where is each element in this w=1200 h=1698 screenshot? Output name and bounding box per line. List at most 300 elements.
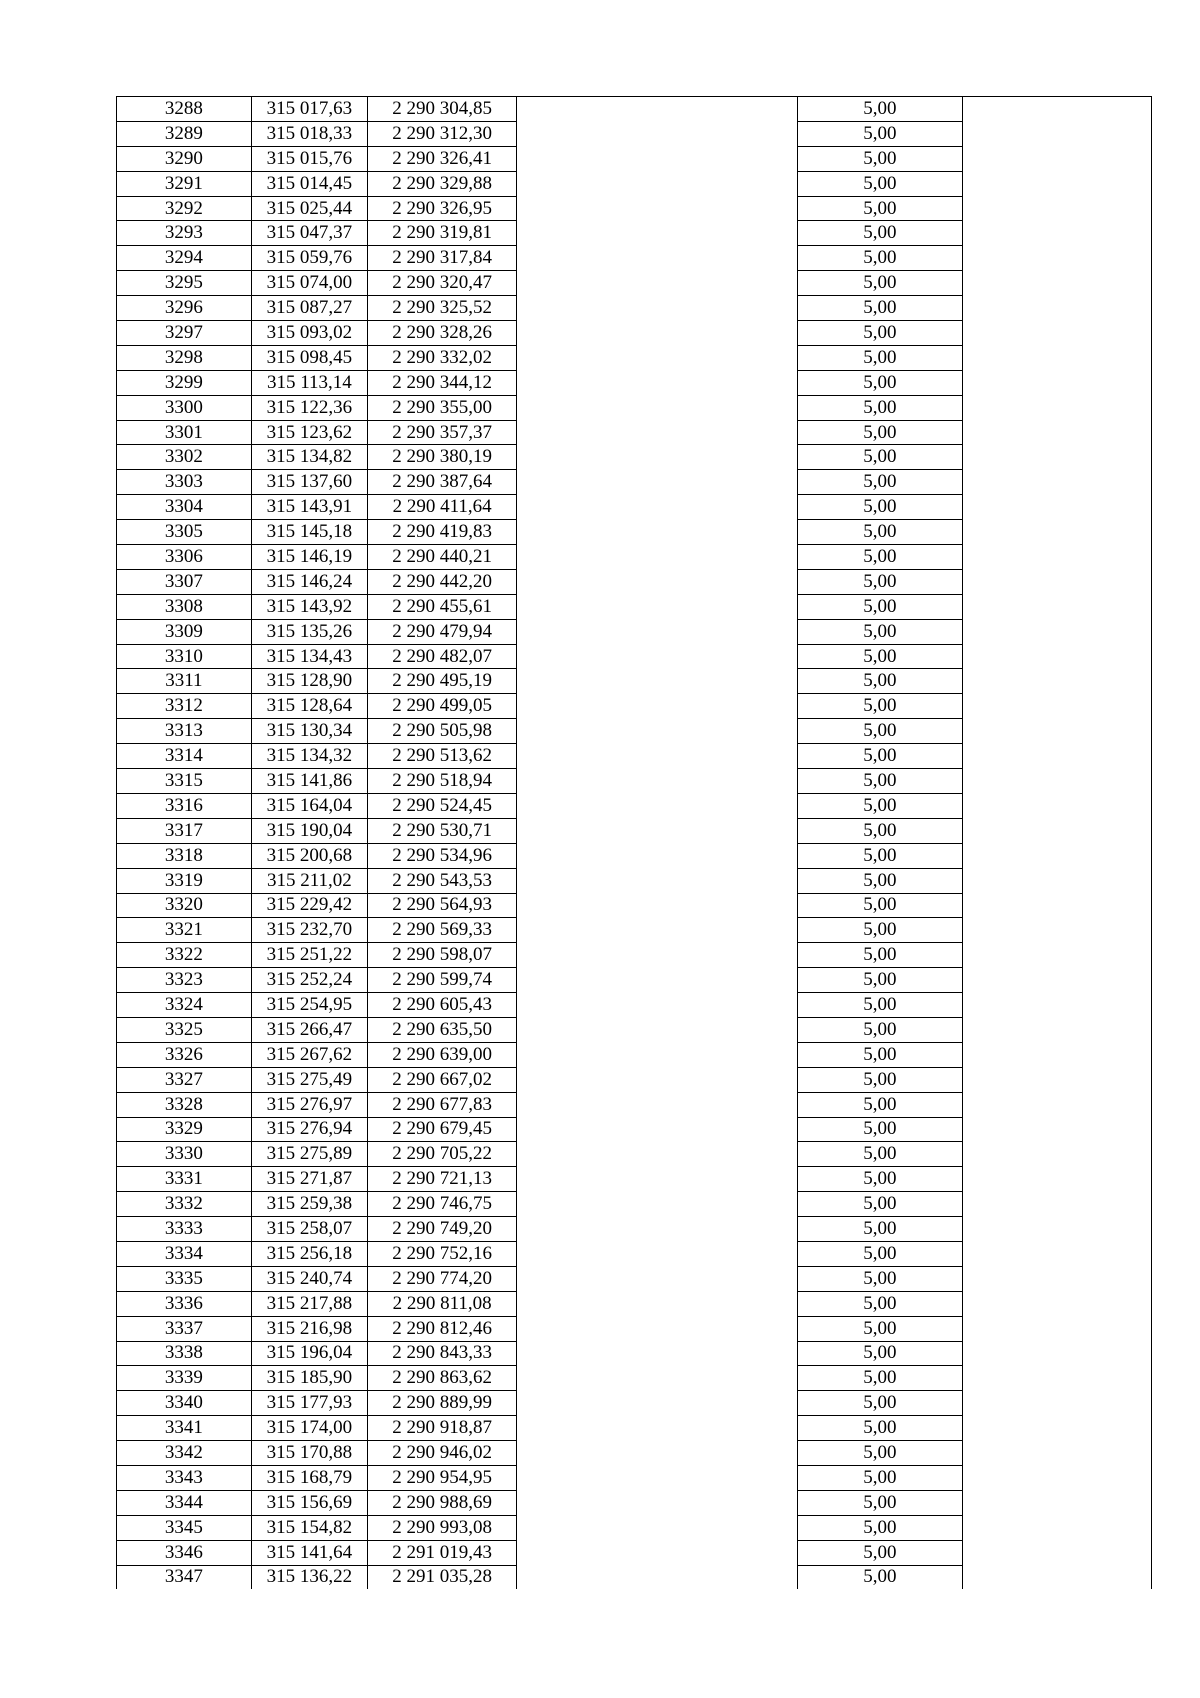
table-row <box>117 669 1152 694</box>
y-coordinate-cell: 2 290 332,02 <box>368 345 517 370</box>
y-coordinate-cell: 2 290 752,16 <box>368 1241 517 1266</box>
table-row <box>117 1167 1152 1192</box>
table-row <box>117 321 1152 346</box>
empty-cell <box>962 694 1151 719</box>
point-number-cell: 3336 <box>117 1291 252 1316</box>
empty-cell <box>962 818 1151 843</box>
table-row <box>117 644 1152 669</box>
table-row <box>117 918 1152 943</box>
value-cell: 5,00 <box>798 1266 963 1291</box>
y-coordinate-cell: 2 290 482,07 <box>368 644 517 669</box>
table-row <box>117 1515 1152 1540</box>
value-cell: 5,00 <box>798 1042 963 1067</box>
table-row <box>117 1416 1152 1441</box>
table-row <box>117 445 1152 470</box>
empty-cell <box>962 1565 1151 1589</box>
point-number-cell: 3304 <box>117 495 252 520</box>
point-number-cell: 3335 <box>117 1266 252 1291</box>
empty-cell <box>962 719 1151 744</box>
y-coordinate-cell: 2 290 455,61 <box>368 594 517 619</box>
table-row <box>117 594 1152 619</box>
y-coordinate-cell: 2 290 319,81 <box>368 221 517 246</box>
point-number-cell: 3314 <box>117 744 252 769</box>
blank-cell <box>517 196 798 221</box>
point-number-cell: 3290 <box>117 146 252 171</box>
empty-cell <box>962 1540 1151 1565</box>
blank-cell <box>517 271 798 296</box>
x-coordinate-cell: 315 128,64 <box>251 694 367 719</box>
blank-cell <box>517 1366 798 1391</box>
y-coordinate-cell: 2 290 304,85 <box>368 97 517 122</box>
table-row <box>117 97 1152 122</box>
empty-cell <box>962 495 1151 520</box>
y-coordinate-cell: 2 290 863,62 <box>368 1366 517 1391</box>
value-cell: 5,00 <box>798 1192 963 1217</box>
value-cell: 5,00 <box>798 1515 963 1540</box>
value-cell: 5,00 <box>798 1167 963 1192</box>
point-number-cell: 3338 <box>117 1341 252 1366</box>
value-cell: 5,00 <box>798 196 963 221</box>
x-coordinate-cell: 315 014,45 <box>251 171 367 196</box>
x-coordinate-cell: 315 196,04 <box>251 1341 367 1366</box>
point-number-cell: 3317 <box>117 818 252 843</box>
value-cell: 5,00 <box>798 893 963 918</box>
table-row <box>117 121 1152 146</box>
value-cell: 5,00 <box>798 1391 963 1416</box>
blank-cell <box>517 918 798 943</box>
table-row <box>117 868 1152 893</box>
blank-cell <box>517 569 798 594</box>
point-number-cell: 3311 <box>117 669 252 694</box>
value-cell: 5,00 <box>798 1441 963 1466</box>
table-row <box>117 1117 1152 1142</box>
y-coordinate-cell: 2 290 639,00 <box>368 1042 517 1067</box>
point-number-cell: 3322 <box>117 943 252 968</box>
table-row <box>117 1291 1152 1316</box>
table-row <box>117 520 1152 545</box>
point-number-cell: 3320 <box>117 893 252 918</box>
value-cell: 5,00 <box>798 246 963 271</box>
x-coordinate-cell: 315 177,93 <box>251 1391 367 1416</box>
value-cell: 5,00 <box>798 1540 963 1565</box>
table-row <box>117 1217 1152 1242</box>
value-cell: 5,00 <box>798 1565 963 1589</box>
x-coordinate-cell: 315 252,24 <box>251 968 367 993</box>
empty-cell <box>962 1266 1151 1291</box>
blank-cell <box>517 1042 798 1067</box>
blank-cell <box>517 669 798 694</box>
x-coordinate-cell: 315 258,07 <box>251 1217 367 1242</box>
blank-cell <box>517 520 798 545</box>
value-cell: 5,00 <box>798 1366 963 1391</box>
point-number-cell: 3345 <box>117 1515 252 1540</box>
value-cell: 5,00 <box>798 1341 963 1366</box>
table-row <box>117 495 1152 520</box>
x-coordinate-cell: 315 074,00 <box>251 271 367 296</box>
blank-cell <box>517 893 798 918</box>
point-number-cell: 3326 <box>117 1042 252 1067</box>
y-coordinate-cell: 2 290 320,47 <box>368 271 517 296</box>
table-row <box>117 1366 1152 1391</box>
blank-cell <box>517 1540 798 1565</box>
point-number-cell: 3342 <box>117 1441 252 1466</box>
blank-cell <box>517 1291 798 1316</box>
blank-cell <box>517 1266 798 1291</box>
x-coordinate-cell: 315 135,26 <box>251 619 367 644</box>
point-number-cell: 3334 <box>117 1241 252 1266</box>
empty-cell <box>962 918 1151 943</box>
point-number-cell: 3333 <box>117 1217 252 1242</box>
y-coordinate-cell: 2 290 317,84 <box>368 246 517 271</box>
point-number-cell: 3324 <box>117 993 252 1018</box>
x-coordinate-cell: 315 156,69 <box>251 1490 367 1515</box>
blank-cell <box>517 694 798 719</box>
blank-cell <box>517 1192 798 1217</box>
table-row <box>117 993 1152 1018</box>
point-number-cell: 3303 <box>117 470 252 495</box>
value-cell: 5,00 <box>798 296 963 321</box>
empty-cell <box>962 1515 1151 1540</box>
coordinates-table-body <box>117 97 1152 1590</box>
empty-cell <box>962 769 1151 794</box>
y-coordinate-cell: 2 290 599,74 <box>368 968 517 993</box>
y-coordinate-cell: 2 290 442,20 <box>368 569 517 594</box>
empty-cell <box>962 146 1151 171</box>
point-number-cell: 3312 <box>117 694 252 719</box>
blank-cell <box>517 619 798 644</box>
table-row <box>117 1042 1152 1067</box>
blank-cell <box>517 968 798 993</box>
blank-cell <box>517 296 798 321</box>
value-cell: 5,00 <box>798 744 963 769</box>
x-coordinate-cell: 315 275,89 <box>251 1142 367 1167</box>
table-row <box>117 221 1152 246</box>
point-number-cell: 3288 <box>117 97 252 122</box>
empty-cell <box>962 893 1151 918</box>
table-row <box>117 1192 1152 1217</box>
value-cell: 5,00 <box>798 395 963 420</box>
empty-cell <box>962 296 1151 321</box>
x-coordinate-cell: 315 123,62 <box>251 420 367 445</box>
value-cell: 5,00 <box>798 321 963 346</box>
x-coordinate-cell: 315 145,18 <box>251 520 367 545</box>
point-number-cell: 3310 <box>117 644 252 669</box>
blank-cell <box>517 1167 798 1192</box>
blank-cell <box>517 1490 798 1515</box>
blank-cell <box>517 594 798 619</box>
y-coordinate-cell: 2 290 518,94 <box>368 769 517 794</box>
empty-cell <box>962 669 1151 694</box>
empty-cell <box>962 744 1151 769</box>
x-coordinate-cell: 315 134,43 <box>251 644 367 669</box>
empty-cell <box>962 395 1151 420</box>
empty-cell <box>962 321 1151 346</box>
x-coordinate-cell: 315 087,27 <box>251 296 367 321</box>
point-number-cell: 3300 <box>117 395 252 420</box>
empty-cell <box>962 445 1151 470</box>
table-row <box>117 545 1152 570</box>
x-coordinate-cell: 315 190,04 <box>251 818 367 843</box>
point-number-cell: 3323 <box>117 968 252 993</box>
empty-cell <box>962 121 1151 146</box>
empty-cell <box>962 644 1151 669</box>
blank-cell <box>517 1092 798 1117</box>
blank-cell <box>517 420 798 445</box>
blank-cell <box>517 445 798 470</box>
x-coordinate-cell: 315 128,90 <box>251 669 367 694</box>
x-coordinate-cell: 315 275,49 <box>251 1067 367 1092</box>
point-number-cell: 3325 <box>117 1017 252 1042</box>
table-row <box>117 1540 1152 1565</box>
value-cell: 5,00 <box>798 1416 963 1441</box>
value-cell: 5,00 <box>798 1067 963 1092</box>
value-cell: 5,00 <box>798 1117 963 1142</box>
table-row <box>117 1316 1152 1341</box>
empty-cell <box>962 171 1151 196</box>
y-coordinate-cell: 2 290 495,19 <box>368 669 517 694</box>
value-cell: 5,00 <box>798 569 963 594</box>
empty-cell <box>962 97 1151 122</box>
value-cell: 5,00 <box>798 221 963 246</box>
value-cell: 5,00 <box>798 1217 963 1242</box>
empty-cell <box>962 843 1151 868</box>
x-coordinate-cell: 315 254,95 <box>251 993 367 1018</box>
point-number-cell: 3299 <box>117 370 252 395</box>
empty-cell <box>962 545 1151 570</box>
value-cell: 5,00 <box>798 146 963 171</box>
y-coordinate-cell: 2 290 380,19 <box>368 445 517 470</box>
blank-cell <box>517 1316 798 1341</box>
x-coordinate-cell: 315 259,38 <box>251 1192 367 1217</box>
blank-cell <box>517 171 798 196</box>
point-number-cell: 3296 <box>117 296 252 321</box>
value-cell: 5,00 <box>798 719 963 744</box>
x-coordinate-cell: 315 211,02 <box>251 868 367 893</box>
point-number-cell: 3332 <box>117 1192 252 1217</box>
point-number-cell: 3339 <box>117 1366 252 1391</box>
blank-cell <box>517 321 798 346</box>
blank-cell <box>517 943 798 968</box>
table-row <box>117 370 1152 395</box>
y-coordinate-cell: 2 290 774,20 <box>368 1266 517 1291</box>
x-coordinate-cell: 315 174,00 <box>251 1416 367 1441</box>
value-cell: 5,00 <box>798 545 963 570</box>
value-cell: 5,00 <box>798 345 963 370</box>
value-cell: 5,00 <box>798 445 963 470</box>
point-number-cell: 3347 <box>117 1565 252 1589</box>
value-cell: 5,00 <box>798 520 963 545</box>
point-number-cell: 3295 <box>117 271 252 296</box>
y-coordinate-cell: 2 290 918,87 <box>368 1416 517 1441</box>
y-coordinate-cell: 2 290 440,21 <box>368 545 517 570</box>
empty-cell <box>962 943 1151 968</box>
empty-cell <box>962 1167 1151 1192</box>
empty-cell <box>962 1490 1151 1515</box>
blank-cell <box>517 545 798 570</box>
value-cell: 5,00 <box>798 1092 963 1117</box>
y-coordinate-cell: 2 290 679,45 <box>368 1117 517 1142</box>
y-coordinate-cell: 2 290 946,02 <box>368 1441 517 1466</box>
y-coordinate-cell: 2 290 889,99 <box>368 1391 517 1416</box>
point-number-cell: 3321 <box>117 918 252 943</box>
x-coordinate-cell: 315 232,70 <box>251 918 367 943</box>
y-coordinate-cell: 2 290 530,71 <box>368 818 517 843</box>
point-number-cell: 3319 <box>117 868 252 893</box>
blank-cell <box>517 470 798 495</box>
point-number-cell: 3302 <box>117 445 252 470</box>
table-row <box>117 345 1152 370</box>
empty-cell <box>962 1092 1151 1117</box>
value-cell: 5,00 <box>798 993 963 1018</box>
blank-cell <box>517 1217 798 1242</box>
value-cell: 5,00 <box>798 370 963 395</box>
x-coordinate-cell: 315 185,90 <box>251 1366 367 1391</box>
x-coordinate-cell: 315 017,63 <box>251 97 367 122</box>
y-coordinate-cell: 2 290 564,93 <box>368 893 517 918</box>
point-number-cell: 3346 <box>117 1540 252 1565</box>
y-coordinate-cell: 2 290 677,83 <box>368 1092 517 1117</box>
value-cell: 5,00 <box>798 694 963 719</box>
x-coordinate-cell: 315 143,91 <box>251 495 367 520</box>
y-coordinate-cell: 2 290 954,95 <box>368 1465 517 1490</box>
y-coordinate-cell: 2 290 605,43 <box>368 993 517 1018</box>
table-row <box>117 694 1152 719</box>
table-row <box>117 470 1152 495</box>
table-row <box>117 420 1152 445</box>
y-coordinate-cell: 2 290 534,96 <box>368 843 517 868</box>
point-number-cell: 3341 <box>117 1416 252 1441</box>
blank-cell <box>517 97 798 122</box>
y-coordinate-cell: 2 290 499,05 <box>368 694 517 719</box>
x-coordinate-cell: 315 059,76 <box>251 246 367 271</box>
x-coordinate-cell: 315 122,36 <box>251 395 367 420</box>
point-number-cell: 3308 <box>117 594 252 619</box>
table-row <box>117 1465 1152 1490</box>
table-row <box>117 171 1152 196</box>
empty-cell <box>962 1241 1151 1266</box>
x-coordinate-cell: 315 047,37 <box>251 221 367 246</box>
blank-cell <box>517 221 798 246</box>
value-cell: 5,00 <box>798 619 963 644</box>
point-number-cell: 3309 <box>117 619 252 644</box>
value-cell: 5,00 <box>798 97 963 122</box>
x-coordinate-cell: 315 276,94 <box>251 1117 367 1142</box>
y-coordinate-cell: 2 290 635,50 <box>368 1017 517 1042</box>
table-row <box>117 744 1152 769</box>
table-row <box>117 1490 1152 1515</box>
y-coordinate-cell: 2 290 312,30 <box>368 121 517 146</box>
x-coordinate-cell: 315 168,79 <box>251 1465 367 1490</box>
value-cell: 5,00 <box>798 968 963 993</box>
x-coordinate-cell: 315 141,86 <box>251 769 367 794</box>
empty-cell <box>962 1042 1151 1067</box>
empty-cell <box>962 993 1151 1018</box>
table-row <box>117 146 1152 171</box>
blank-cell <box>517 1391 798 1416</box>
empty-cell <box>962 619 1151 644</box>
x-coordinate-cell: 315 130,34 <box>251 719 367 744</box>
empty-cell <box>962 1117 1151 1142</box>
value-cell: 5,00 <box>798 1142 963 1167</box>
point-number-cell: 3343 <box>117 1465 252 1490</box>
empty-cell <box>962 520 1151 545</box>
blank-cell <box>517 1017 798 1042</box>
blank-cell <box>517 793 798 818</box>
value-cell: 5,00 <box>798 271 963 296</box>
value-cell: 5,00 <box>798 495 963 520</box>
blank-cell <box>517 1241 798 1266</box>
y-coordinate-cell: 2 290 812,46 <box>368 1316 517 1341</box>
empty-cell <box>962 470 1151 495</box>
table-row <box>117 1017 1152 1042</box>
blank-cell <box>517 495 798 520</box>
table-row <box>117 1092 1152 1117</box>
blank-cell <box>517 1341 798 1366</box>
point-number-cell: 3331 <box>117 1167 252 1192</box>
y-coordinate-cell: 2 290 387,64 <box>368 470 517 495</box>
blank-cell <box>517 868 798 893</box>
table-row <box>117 793 1152 818</box>
blank-cell <box>517 146 798 171</box>
x-coordinate-cell: 315 146,19 <box>251 545 367 570</box>
x-coordinate-cell: 315 229,42 <box>251 893 367 918</box>
value-cell: 5,00 <box>798 843 963 868</box>
empty-cell <box>962 1316 1151 1341</box>
empty-cell <box>962 1341 1151 1366</box>
point-number-cell: 3330 <box>117 1142 252 1167</box>
y-coordinate-cell: 2 290 746,75 <box>368 1192 517 1217</box>
x-coordinate-cell: 315 217,88 <box>251 1291 367 1316</box>
x-coordinate-cell: 315 143,92 <box>251 594 367 619</box>
table-row <box>117 196 1152 221</box>
y-coordinate-cell: 2 290 326,95 <box>368 196 517 221</box>
table-row <box>117 818 1152 843</box>
blank-cell <box>517 1067 798 1092</box>
point-number-cell: 3329 <box>117 1117 252 1142</box>
point-number-cell: 3293 <box>117 221 252 246</box>
x-coordinate-cell: 315 137,60 <box>251 470 367 495</box>
empty-cell <box>962 1067 1151 1092</box>
point-number-cell: 3294 <box>117 246 252 271</box>
x-coordinate-cell: 315 251,22 <box>251 943 367 968</box>
x-coordinate-cell: 315 113,14 <box>251 370 367 395</box>
empty-cell <box>962 968 1151 993</box>
table-row <box>117 246 1152 271</box>
blank-cell <box>517 121 798 146</box>
x-coordinate-cell: 315 266,47 <box>251 1017 367 1042</box>
table-row <box>117 1266 1152 1291</box>
x-coordinate-cell: 315 134,82 <box>251 445 367 470</box>
coordinates-table <box>116 96 1152 1589</box>
empty-cell <box>962 594 1151 619</box>
point-number-cell: 3292 <box>117 196 252 221</box>
point-number-cell: 3291 <box>117 171 252 196</box>
empty-cell <box>962 1142 1151 1167</box>
blank-cell <box>517 843 798 868</box>
point-number-cell: 3340 <box>117 1391 252 1416</box>
empty-cell <box>962 1017 1151 1042</box>
y-coordinate-cell: 2 290 344,12 <box>368 370 517 395</box>
y-coordinate-cell: 2 290 479,94 <box>368 619 517 644</box>
blank-cell <box>517 1565 798 1589</box>
value-cell: 5,00 <box>798 1465 963 1490</box>
y-coordinate-cell: 2 290 667,02 <box>368 1067 517 1092</box>
x-coordinate-cell: 315 240,74 <box>251 1266 367 1291</box>
x-coordinate-cell: 315 170,88 <box>251 1441 367 1466</box>
blank-cell <box>517 1117 798 1142</box>
value-cell: 5,00 <box>798 769 963 794</box>
value-cell: 5,00 <box>798 793 963 818</box>
